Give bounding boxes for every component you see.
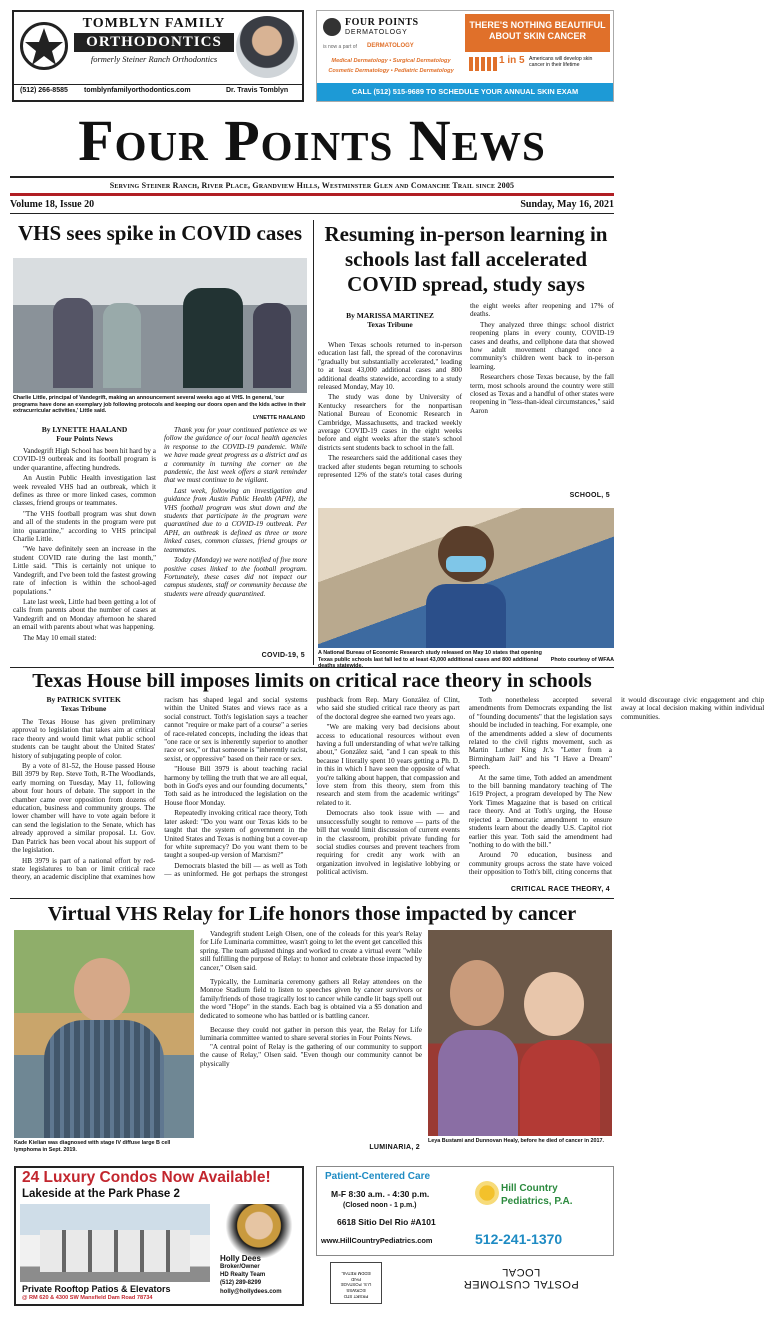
vhs-q3: Today (Monday) we were notified of five more positive cases linked to the football program. Fortunately, these cases did not impact our campus students, staff or community because the students were already quarantined. [164, 556, 307, 598]
masthead-title: Four Points News [78, 108, 546, 173]
school-p4: They analyzed three things: school district reopening plans in every county, COVID-19 cases and deaths, and cellphone data that showed how adult movement changed once a community's children went back to in-person learning. [470, 320, 614, 371]
school-org: Texas Tribune [367, 319, 413, 329]
school-credit: Photo courtesy of WFAA [550, 657, 614, 663]
relay-headline[interactable]: Virtual VHS Relay for Life honors those impacted by cancer [47, 903, 577, 925]
crt-jump[interactable]: CRITICAL RACE THEORY, 4 [510, 886, 610, 893]
vhs-headline[interactable]: VHS sees spike in COVID cases [17, 221, 303, 245]
relay-photo-left [14, 930, 194, 1138]
vhs-p1: Vandegrift High School has been hit hard by a COVID-19 outbreak and its football program is under quarantine, affecting hundreds. [13, 447, 156, 472]
volume-issue: Volume 18, Issue 20 [10, 199, 95, 210]
ortho-doctor: Dr. Travis Tomblyn [226, 87, 289, 94]
school-headline[interactable]: Resuming in-person learning in schools last fall accelerated COVID spread, study says [324, 222, 608, 296]
ortho-name-2: ORTHODONTICS [74, 33, 234, 52]
derm-stat-num: 1 in 5 [499, 55, 525, 66]
ortho-name-1: TOMBLYN FAMILY [82, 16, 226, 31]
section-rule-2 [10, 898, 614, 899]
school-p2: The study was done by University of Kentucky researchers for the nonpartisan National Bureau of Economic Research in Cambridge, Massachusetts, and tracked weekly average COVID-19 cases in the eight weeks before and eight weeks after the state's school districts sent students back to school in the fall. [318, 393, 462, 452]
peds-hours-title: Patient-Centered Care [325, 1171, 431, 1182]
vhs-q2: Last week, following an investigation and guidance from Austin Public Health (APH), the VHS football program was shut down and the students that participate in the program were quarantined due to a COVID-19 outbreak. Per APH, an outbreak is defined as three or more linked cases, common classes, friend groups or teammates. [164, 486, 307, 554]
derm-logo-icon [323, 18, 341, 36]
column-divider [313, 220, 314, 665]
school-body [318, 302, 614, 480]
postal-customer: POSTAL CUSTOMER [463, 1278, 579, 1290]
relay-jump[interactable]: LUMINARIA, 2 [369, 1144, 420, 1151]
doctor-photo [236, 16, 298, 78]
peds-phone[interactable]: 512-241-1370 [475, 1231, 563, 1247]
crt-p11: Around 70 education, business and community groups across the state have voiced their opposition to Toth's bill, citing concerns that it would discourage civic engagement and chip away at local decision making within individual communities. [468, 696, 764, 877]
condos-feature: Private Rooftop Patios & Elevators [22, 1284, 171, 1294]
ortho-ad[interactable] [12, 10, 304, 102]
relay-p3: Because they could not gather in person this year, the Relay for Life luminaria committee wanted to share several stories in Four Points News. [200, 1026, 422, 1043]
school-p5: Researchers chose Texas because, by the fall term, most schools around the country were still closed as Texas and a handful of other states were reopening in "less-than-ideal circumstances," said Aaron [470, 373, 614, 415]
peds-name-2: Pediatrics, P.A. [501, 1196, 573, 1207]
agent-phone: (512) 289-8299 [220, 1280, 262, 1286]
peds-url[interactable]: www.HillCountryPediatrics.com [321, 1236, 433, 1245]
relay-p2: Typically, the Luminaria ceremony gathers all Relay attendees on the Monroe Stadium field to listen to speeches given by cancer survivors or family/friends of those tragically lost to cancer while candle lit bags spell out the word "Hope" in the stands. Each bag is obtained via a $5 donation and dedicated to someone who has battled or is battling cancer. [200, 978, 422, 1020]
school-caption: A National Bureau of Economic Research study released on May 10 states that opening Texas public schools last fall led to at least 43,000 additional cases and 800 additional [318, 650, 542, 663]
derm-brand-1: FOUR POINTS [345, 17, 419, 28]
postal-local: LOCAL [501, 1266, 541, 1278]
agent-name: Holly Dees [220, 1254, 261, 1263]
relay-photo-right [428, 930, 612, 1136]
crt-p7: "We are making very bad decisions about access to educational resources without even having a full understanding of what we're talking about," González said, "and I can speak to this because I literally spent 10 years getting a Ph. D. in this in which I have seen the opposite of what you're talking about happen, that compassion and love stem from this theory, stem from this research and stem from the academic writings" related to it. [316, 723, 460, 807]
derm-tagline: THERE'S NOTHING BEAUTIFUL ABOUT SKIN CANCER [465, 14, 610, 52]
agent-photo [224, 1204, 294, 1258]
condos-ad[interactable] [14, 1166, 304, 1306]
derm-service-2: Cosmetic Dermatology • Pediatric Dermatology [328, 68, 454, 74]
masthead-red-rule [10, 193, 614, 196]
peds-hours: M-F 8:30 a.m. - 4:30 p.m. [331, 1189, 430, 1199]
crt-p3: HB 3979 is part of a national effort by red-state legislatures to ban or limit critical race theory, an academic discipline that examines how racism has shaped legal and social systems within the United States and views race as a social construct. Toth's legislation says a teacher cannot "require or make part of a course" a series of race-related concepts, including the ideas that "one race or sex is inherently superior to another race or sex," or that someone is "inherently racist, sexist, or oppressive" based on their race or sex. [12, 696, 308, 882]
agent-email[interactable]: holly@hollydees.com [220, 1289, 282, 1295]
agent-company: HD Realty Team [220, 1272, 266, 1278]
derm-ad[interactable] [316, 10, 614, 102]
vhs-p5: Late last week, Little had been getting a lot of calls from parents about the number of cases at Vandegrift and on Monday afternoon he shared an email with parents about what was happening. [13, 597, 156, 632]
peds-closed: (Closed noon - 1 p.m.) [343, 1202, 417, 1209]
derm-brand-2: DERMATOLOGY [345, 29, 408, 36]
relay-caption-left: Kade Kielian was diagnosed with stage IV diffuse large B cell lymphoma in Sept. 2019. [14, 1140, 171, 1153]
derm-stat-text: Americans will develop skin cancer in their lifetime [529, 56, 593, 68]
sun-icon [475, 1181, 499, 1205]
vhs-p2: An Austin Public Health investigation last week revealed VHS had an outbreak, which it defines as three or more linked cases, common classes, friend groups or teammates. [13, 474, 156, 508]
vhs-credit: LYNETTE HAALAND [250, 415, 305, 422]
relay-p1: Vandegrift student Leigh Olsen, one of the coleads for this year's Relay for Life Luminaria committee, wasn't going to let the event get cancelled this spring. The team adjusted things and worked to create a virtual event "while still fulfilling the purpose of Relay: to honor and celebrate those impacted by cancer," Olsen said. [200, 930, 422, 972]
masthead-rule [10, 176, 614, 178]
crt-p8: Democrats also took issue with — and unsuccessfully sought to remove — parts of the bill that would limit discussion of current events in the classroom, prohibit private funding for social studies courses and prevent teachers from requiring for credit any work with an organization involved in legislative lobbying or political activism. [316, 809, 460, 877]
crt-p5: Repeatedly invoking critical race theory, Toth later asked: "Do you want our Texas kids to be taught that the system of government in the United States and Texas is nothing but a cover-up for white supremacy? Do you want them to be taught a souped-up version of Marxism?" [164, 809, 308, 860]
crt-org: Texas Tribune [60, 703, 107, 713]
condos-headline: 24 Luxury Condos Now Available! [22, 1169, 271, 1186]
relay-caption-right: Leya Bustami and Dunnovan Healy, before he died of cancer in 2017. [428, 1138, 605, 1144]
vhs-p3: "The VHS football program was shut down and all of the students in the program were put into quarantine," according to VHS principal Charlie Little. [13, 509, 156, 544]
dateline-rule [10, 213, 614, 214]
vhs-byline: By LYNETTE HAALAND [41, 425, 128, 434]
permit-line-1: PRSRT STD [343, 1294, 369, 1299]
ortho-url: tomblynfamilyorthodontics.com [84, 87, 191, 94]
crt-body [12, 695, 764, 884]
ortho-phone: (512) 266-8585 [20, 87, 68, 94]
crt-p1: The Texas House has given preliminary approval to legislation that takes aim at critical race theory and would limit what public school students can be taught about the United States' history of subjugating people of color. [12, 718, 156, 760]
agent-role: Broker/Owner [220, 1264, 260, 1270]
people-icon [469, 57, 497, 71]
derm-cta[interactable]: CALL (512) 515-9689 TO SCHEDULE YOUR ANNUAL SKIN EXAM [317, 83, 613, 101]
vhs-photo [13, 258, 307, 393]
issue-date: Sunday, May 16, 2021 [520, 199, 614, 210]
postal-text [436, 1266, 606, 1290]
permit-line-2: ECRWSS [346, 1288, 366, 1294]
postal-box [316, 1262, 614, 1306]
permit-line-5: EDDM RETAIL [341, 1270, 371, 1276]
crt-headline[interactable]: Texas House bill imposes limits on critical race theory in schools [32, 670, 592, 692]
vhs-jump[interactable]: COVID-19, 5 [261, 652, 305, 659]
ortho-formerly: formerly Steiner Ranch Orthodontics [90, 54, 218, 64]
crt-p9: Toth nonetheless accepted several amendments from Democrats expanding the list of "founding documents" that the legislation says should be included in teaching. For example, one of the amendments added a slew of documents related to the civil rights movement, such as Martin Luther King Jr.'s "Letter from a Birmingham Jail" and his "I Have a Dream" speech. [468, 696, 612, 772]
vhs-org: Four Points News [56, 433, 113, 443]
derm-service-1: Medical Dermatology • Surgical Dermatology [331, 58, 451, 64]
star-logo-icon [20, 22, 68, 70]
condos-sub: Lakeside at the Park Phase 2 [22, 1188, 180, 1200]
school-p1: When Texas schools returned to in-person education last fall, the spread of the coronavirus "gradually but substantially accelerated," leading to at least 43,000 additional cases and 800 additional deaths statewide, according to a study released Monday, May 10. [318, 341, 462, 392]
permit-line-3: U.S. POSTAGE [340, 1282, 372, 1288]
school-photo [318, 508, 614, 648]
derm-partof: is now a part of [323, 44, 357, 50]
relay-body [200, 930, 422, 1142]
crt-p6: Democrats blasted the bill — as well as Toth — as uninformed. He got perhaps the strongest pushback from Rep. Mary González of Clint, who said she studied critical race theory as part of the doctoral degree she earned two years ago. [164, 696, 460, 879]
crt-p2: By a vote of 81-52, the House passed House Bill 3979 by Rep. Steve Toth, R-The Woodlands, early morning on Tuesday, May 11, following about four hours of debate. The support in the chamber came over opposition from dozens of education, business and community groups. The lower chamber will have to vote again before it can send the legislation to the Senate, which has already approved a similar proposal. Lt. Gov. Dan Patrick has been vocal about his support of the legislation. [12, 762, 156, 855]
school-jump[interactable]: SCHOOL, 5 [569, 492, 610, 499]
postal-permit [330, 1262, 382, 1304]
vhs-body [13, 426, 307, 644]
school-p3: The researchers said the additional cases they tracked after students began returning to schools represented 12% of the state's total cases during the eight weeks after reopening and 17% of deaths. [318, 302, 614, 480]
crt-p10: At the same time, Toth added an amendment to the bill banning mandatory teaching of The 1619 Project, a program developed by The New York Times Magazine that is based on critical race theory. And at Toth's urging, the House rejected a Democratic amendment to ensure students learn about the deadly U.S. Capitol riot earlier this year. Toth said the amendment had "nothing to do with the bill." [468, 773, 612, 849]
relay-p4: "A central point of Relay is the gathering of our community to support the cause of Relay," Olsen said. "Even though our community cannot be physically [200, 1042, 422, 1068]
peds-address: 6618 Sitio Del Rio #A101 [337, 1217, 436, 1227]
vhs-caption: Charlie Little, principal of Vandegrift, making an announcement several weeks ago at VHS. In general, 'our programs have done an exemplary job following protocols and keeping our doors open and the kids active in their extracurricular activities,' Little said. [13, 395, 306, 415]
permit-line-4: PAID [351, 1276, 361, 1282]
condos-photo [20, 1204, 210, 1282]
vhs-q1: Thank you for your continued patience as we follow the guidance of our local health agencies in response to the COVID-19 pandemic. While we have made great progress as a district and as a community in turning the corner on the pandemic, the last week offers a stark reminder that we must continue to be vigilant. [164, 426, 307, 485]
vhs-p6: The May 10 email stated: [23, 633, 97, 642]
vhs-p4: "We have definitely seen an increase in the student COVID rate during the last month," Little said. "This is certainly not unique to Vandegrift, and I've been told the fastest growing rate of infection is within the school-aged populations." [13, 545, 156, 596]
derm-partner: DERMATOLOGY [367, 43, 414, 49]
crt-p4: "House Bill 3979 is about teaching racial harmony by telling the truth that we are all equal, both in God's eyes and our founding documents," Toth said as he introduced the legislation on the House floor Monday. [164, 765, 308, 807]
masthead-tagline: Serving Steiner Ranch, River Place, Grandview Hills, Westminster Glen and Comanche Trail since 2005 [109, 181, 515, 190]
peds-name-1: Hill Country [501, 1183, 558, 1194]
crt-byline: By PATRICK SVITEK [46, 695, 121, 704]
condos-address: @ RM 620 & 4300 SW Mansfield Dam Road 78734 [22, 1295, 153, 1301]
school-byline: By MARISSA MARTINEZ [346, 311, 434, 320]
peds-ad[interactable] [316, 1166, 614, 1256]
